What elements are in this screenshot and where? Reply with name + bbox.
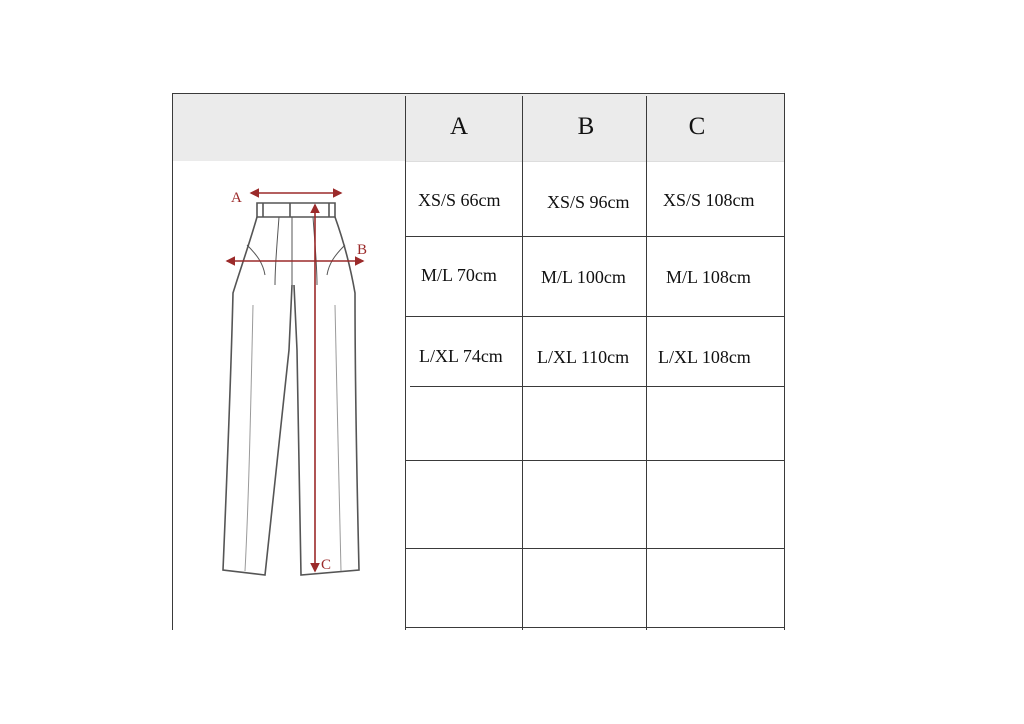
label-c: C [321,557,332,573]
table-cell: L/XL 74cm [419,346,503,366]
column-divider [405,96,406,630]
table-cell: XS/S 108cm [663,190,755,210]
column-divider [646,96,647,630]
table-left-border [172,93,173,630]
row-divider [405,548,785,549]
table-cell: L/XL 110cm [537,347,630,367]
column-divider [522,96,523,630]
table-cell: M/L 108cm [666,267,751,287]
column-header-a: A [449,113,469,140]
label-b: B [357,242,368,258]
table-bottom-border [405,627,785,628]
table-cell: L/XL 108cm [658,347,751,367]
label-a: A [231,190,242,206]
row-divider [405,460,785,461]
column-header-c: C [688,113,706,140]
table-cell: XS/S 66cm [418,190,501,210]
table-cell: M/L 70cm [421,265,497,285]
column-header-b: B [577,113,595,140]
row-divider [405,161,785,162]
trousers-outline [223,203,359,575]
trousers-illustration [205,175,385,585]
row-divider [405,316,785,317]
table-right-border [784,93,785,630]
row-divider [410,386,785,387]
table-top-border [173,93,785,94]
table-cell: M/L 100cm [541,267,626,287]
row-divider [405,236,785,237]
table-cell: XS/S 96cm [547,192,630,212]
